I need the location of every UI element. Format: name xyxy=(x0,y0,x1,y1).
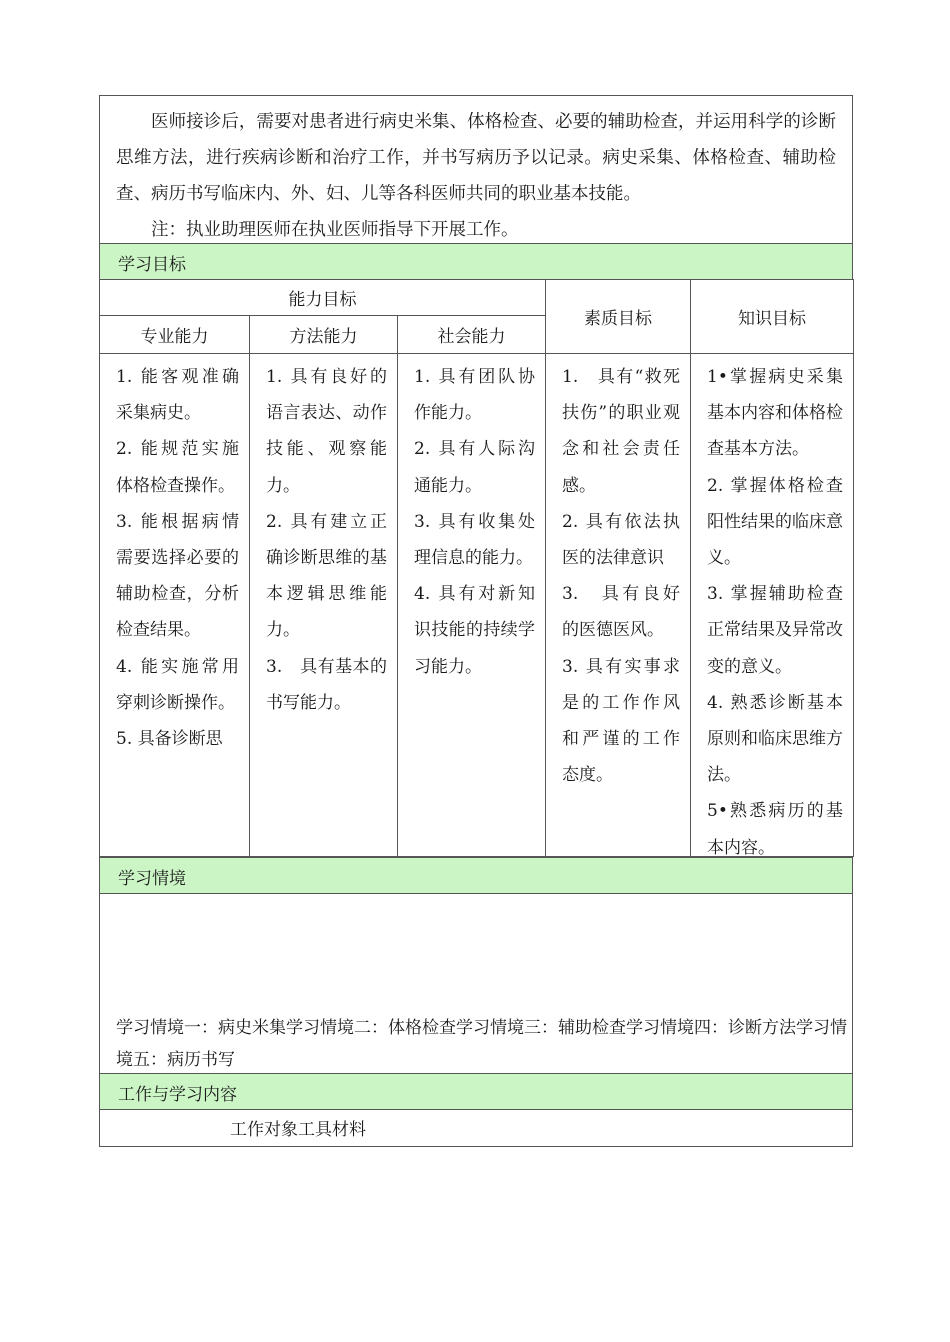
list-item: 3. 具有收集处理信息的能力。 xyxy=(414,511,535,569)
intro-section xyxy=(99,95,853,243)
method-ability-cell xyxy=(250,354,398,857)
list-item: 5•熟悉病历的基本内容。 xyxy=(707,801,843,856)
list-item: 2. 能规范实施体格检查操作。 xyxy=(116,439,239,496)
learning-scenes-text: 学习情境一：病史米集学习情境二：体格检查学习情境三：辅助检查学习情境四：诊断方法学习情境五：病历书写 xyxy=(99,893,853,1073)
list-item: 1•掌握病史采集基本内容和体格检查基本方法。 xyxy=(707,367,843,460)
goals-table xyxy=(99,279,854,857)
section-header-work: 工作与学习内容 xyxy=(99,1073,853,1109)
list-item: 3. 具有良好的医德医风。 xyxy=(562,584,680,641)
social-ability-cell xyxy=(398,354,546,857)
list-item: 1. 具有团队协作能力。 xyxy=(414,367,535,424)
section-header-goals: 学习目标 xyxy=(99,243,853,279)
list-item: 4. 能实施常用穿刺诊断操作。 xyxy=(116,656,239,713)
list-item: 2. 具有建立正确诊断思维的基本逻辑思维能力。 xyxy=(266,511,387,641)
professional-ability-cell xyxy=(100,354,250,857)
list-item: 2. 具有依法执医的法律意识 xyxy=(562,511,680,569)
ability-goals-header: 能力目标 xyxy=(100,280,546,316)
list-item: 4. 具有对新知识技能的持续学习能力。 xyxy=(414,584,535,677)
quality-goals-cell xyxy=(546,354,691,857)
list-item: 2. 掌握体格检查阳性结果的临床意义。 xyxy=(707,475,843,569)
section-header-scenes: 学习情境 xyxy=(99,857,853,893)
quality-goals-header: 素质目标 xyxy=(546,280,691,354)
list-item: 1. 能客观准确采集病史。 xyxy=(116,367,239,424)
list-item: 3. 掌握辅助检查正常结果及异常改变的意义。 xyxy=(707,584,843,677)
document-page xyxy=(99,95,853,1147)
professional-ability-header: 专业能力 xyxy=(100,316,250,354)
list-item: 3. 具有实事求是的工作作风和严谨的工作态度。 xyxy=(562,656,680,786)
list-item: 1. 具有良好的语言表达、动作技能、观察能力。 xyxy=(266,367,387,496)
list-item: 3. 能根据病情需要选择必要的辅助检查，分析检查结果。 xyxy=(116,511,239,641)
knowledge-goals-cell xyxy=(691,354,854,857)
intro-note: 注：执业助理医师在执业医师指导下开展工作。 xyxy=(151,220,519,240)
social-ability-header: 社会能力 xyxy=(398,316,546,354)
list-item: 3. 具有基本的书写能力。 xyxy=(266,656,387,713)
list-item: 4. 熟悉诊断基本原则和临床思维方法。 xyxy=(707,692,843,786)
intro-paragraph: 医师接诊后，需要对患者进行病史米集、体格检查、必要的辅助检查，并运用科学的诊断思维方法，进行疾病诊断和治疗工作，并书写病历予以记录。病史采集、体格检查、辅助检查、病历书写临床内、外、妇、儿等各科医师共同的职业基本技能。 xyxy=(116,112,836,204)
list-item: 2. 具有人际沟通能力。 xyxy=(414,439,535,496)
list-item: 1. 具有“救死扶伤”的职业观念和社会责任感。 xyxy=(562,367,680,496)
knowledge-goals-header: 知识目标 xyxy=(691,280,854,354)
work-content-row: 工作对象工具材料 xyxy=(99,1109,853,1147)
list-item: 5. 具备诊断思 xyxy=(116,729,223,750)
method-ability-header: 方法能力 xyxy=(250,316,398,354)
